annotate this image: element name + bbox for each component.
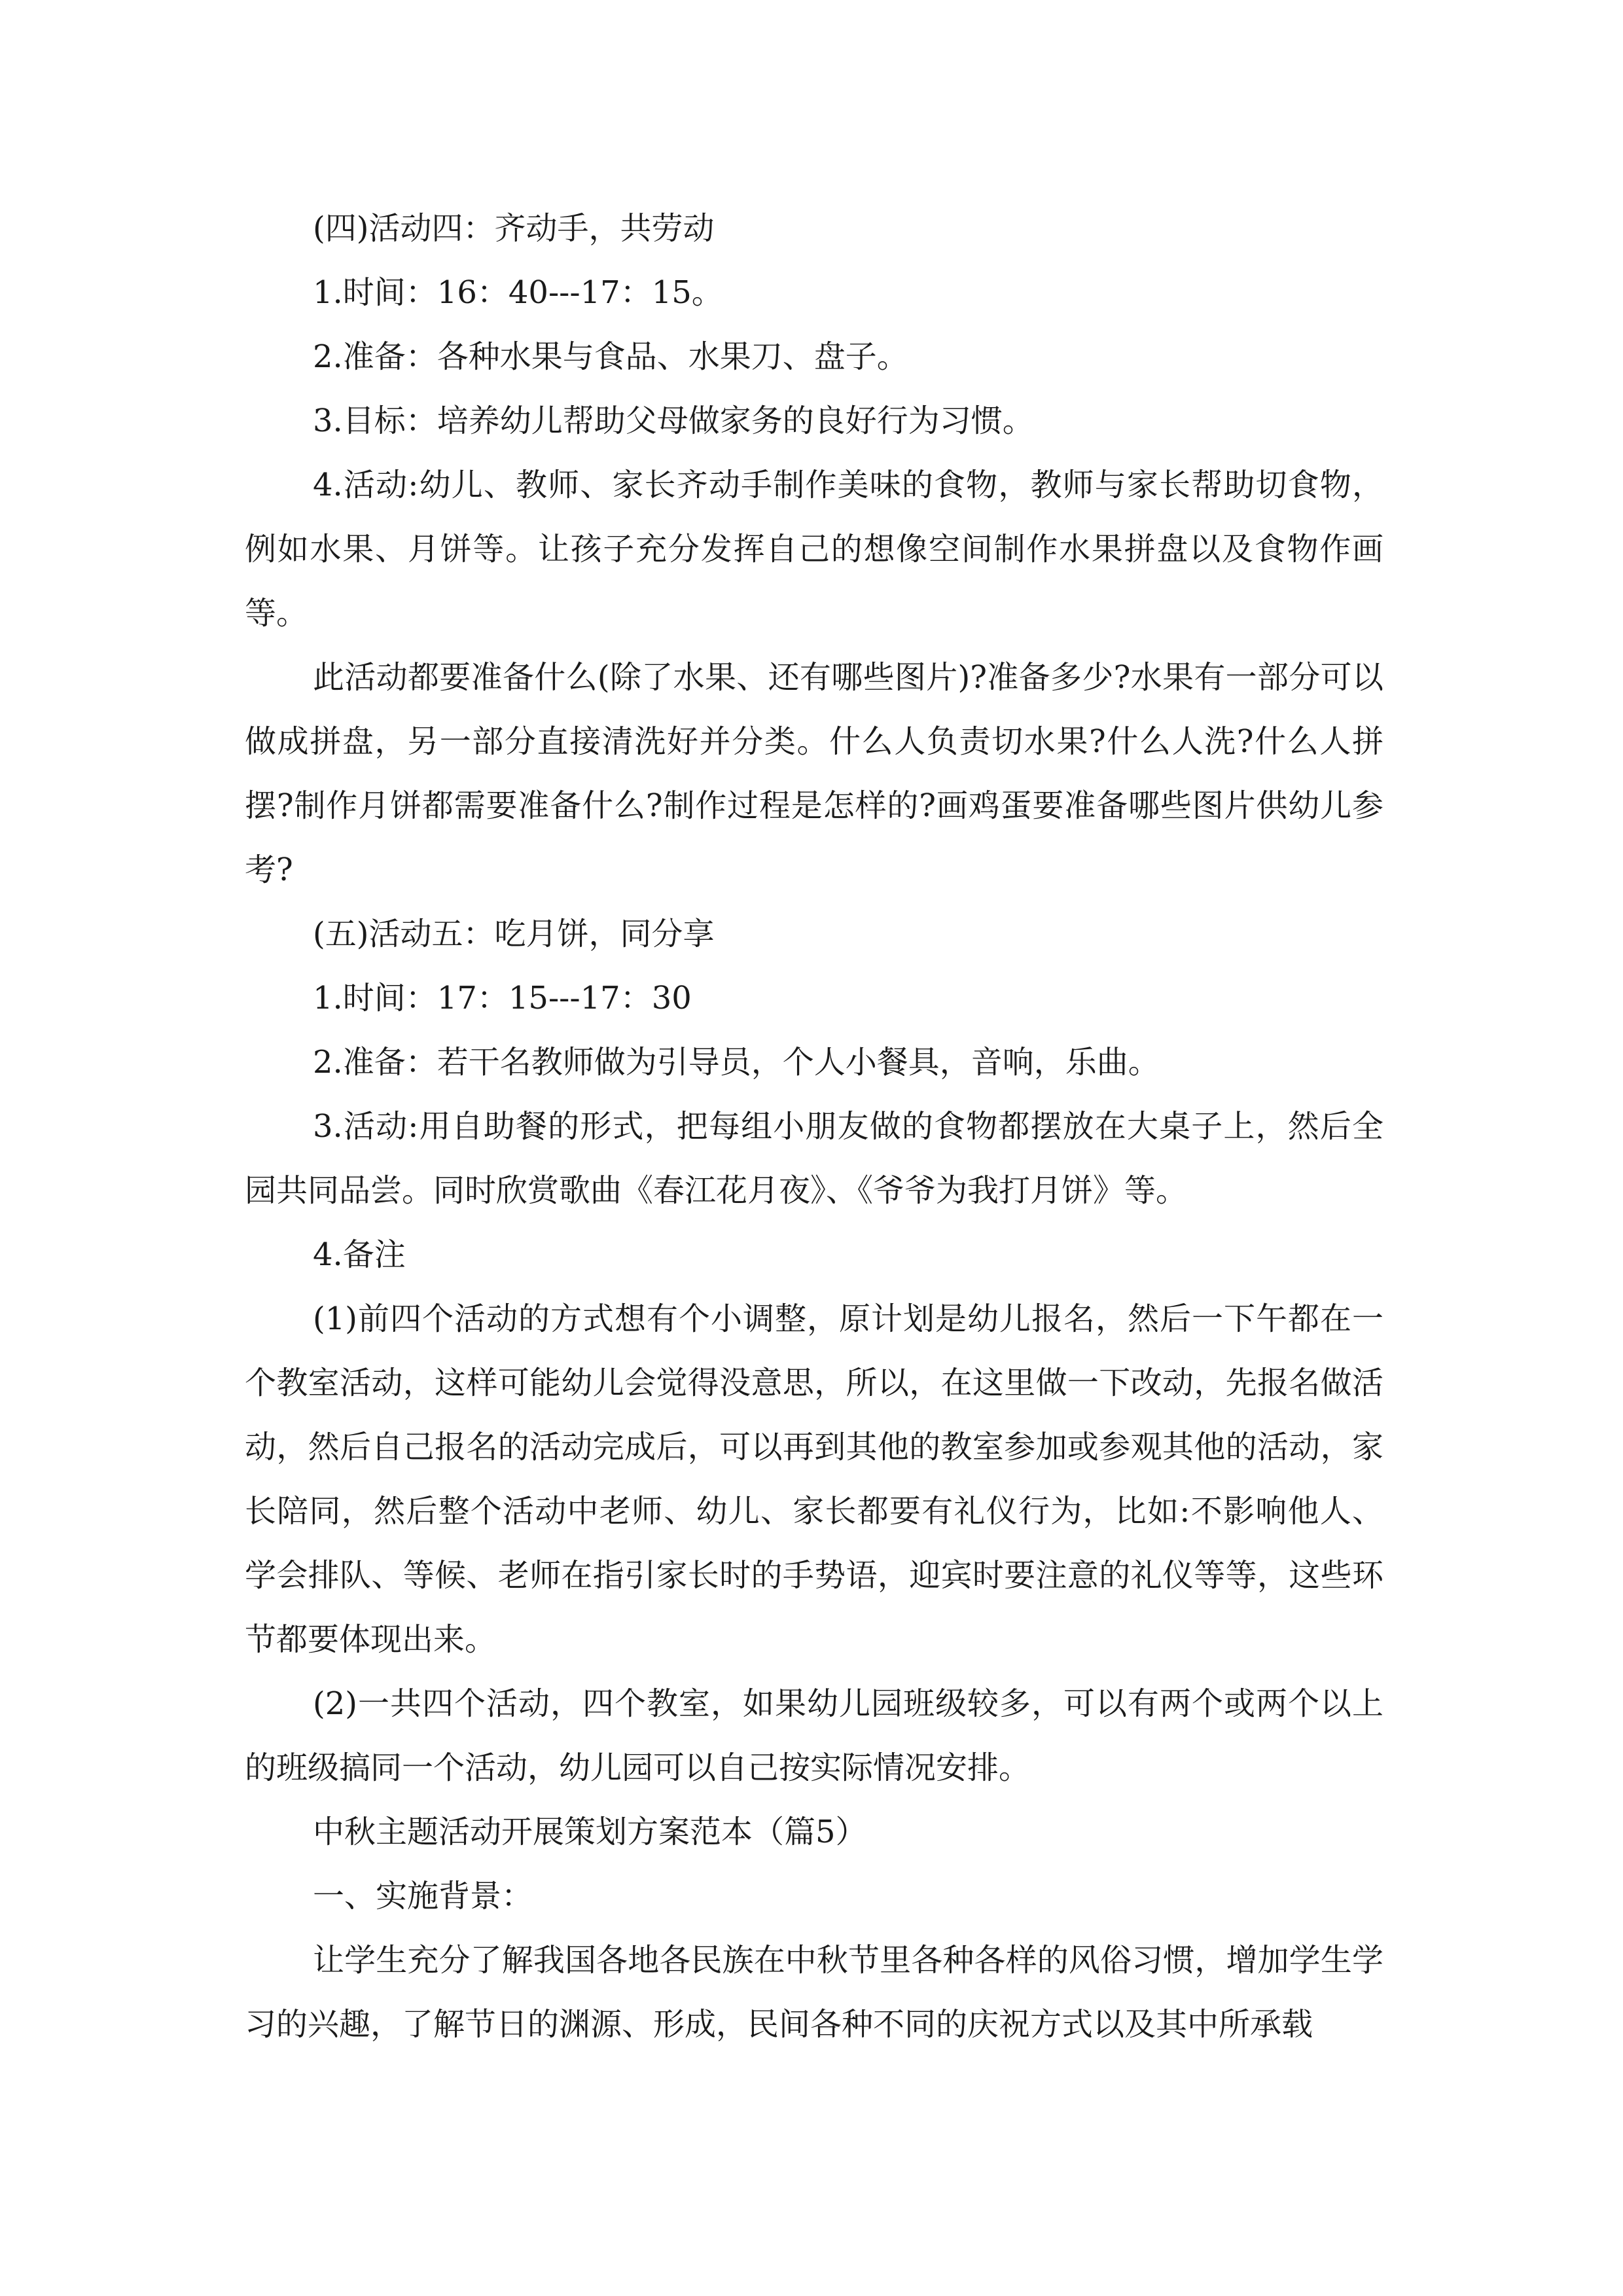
activity-4-questions: 此活动都要准备什么(除了水果、还有哪些图片)?准备多少?水果有一部分可以做成拼盘，另一部分直接清洗好并分类。什么人负责切水果?什么人洗?什么人拼摆?制作月饼都需要准备什么?制作过程是怎样的?画鸡蛋要准备哪些图片供幼儿参考? <box>245 659 1383 888</box>
activity-4-preparation: 2.准备：各种水果与食品、水果刀、盘子。 <box>313 338 908 375</box>
document-body <box>245 196 1383 2056</box>
section-heading-activity-5: (五)活动五：吃月饼，同分享 <box>313 916 715 952</box>
activity-4-description: 4.活动:幼儿、教师、家长齐动手制作美味的食物，教师与家长帮助切食物，例如水果、月饼等。让孩子充分发挥自己的想像空间制作水果拼盘以及食物作画等。 <box>245 467 1383 632</box>
section-heading-activity-4: (四)活动四：齐动手，共劳动 <box>313 210 715 247</box>
background-text: 让学生充分了解我国各地各民族在中秋节里各种各样的风俗习惯，增加学生学习的兴趣，了解节日的渊源、形成，民间各种不同的庆祝方式以及其中所承载 <box>245 1942 1383 2043</box>
activity-5-preparation: 2.准备：若干名教师做为引导员，个人小餐具，音响，乐曲。 <box>313 1044 1160 1081</box>
note-1: (1)前四个活动的方式想有个小调整，原计划是幼儿报名，然后一下午都在一个教室活动，这样可能幼儿会觉得没意思，所以，在这里做一下改动，先报名做活动，然后自己报名的活动完成后，可以再到其他的教室参加或参观其他的活动，家长陪同，然后整个活动中老师、幼儿、家长都要有礼仪行为，比如:不影响他人、学会排队、等候、老师在指引家长时的手势语，迎宾时要注意的礼仪等等，这些环节都要体现出来。 <box>245 1300 1383 1658</box>
activity-5-description: 3.活动:用自助餐的形式，把每组小朋友做的食物都摆放在大桌子上，然后全园共同品尝。同时欣赏歌曲《春江花月夜》、《爷爷为我打月饼》等。 <box>245 1108 1383 1209</box>
activity-5-time: 1.时间：17：15---17：30 <box>313 980 692 1016</box>
plan-title-part-5: 中秋主题活动开展策划方案范本（篇5） <box>313 1814 867 1850</box>
note-2: (2)一共四个活动，四个教室，如果幼儿园班级较多，可以有两个或两个以上的班级搞同一个活动，幼儿园可以自己按实际情况安排。 <box>245 1685 1383 1786</box>
activity-4-goal: 3.目标：培养幼儿帮助父母做家务的良好行为习惯。 <box>313 403 1034 439</box>
activity-4-time: 1.时间：16：40---17：15。 <box>313 274 723 311</box>
background-heading: 一、实施背景： <box>313 1878 533 1914</box>
notes-heading: 4.备注 <box>313 1236 406 1273</box>
